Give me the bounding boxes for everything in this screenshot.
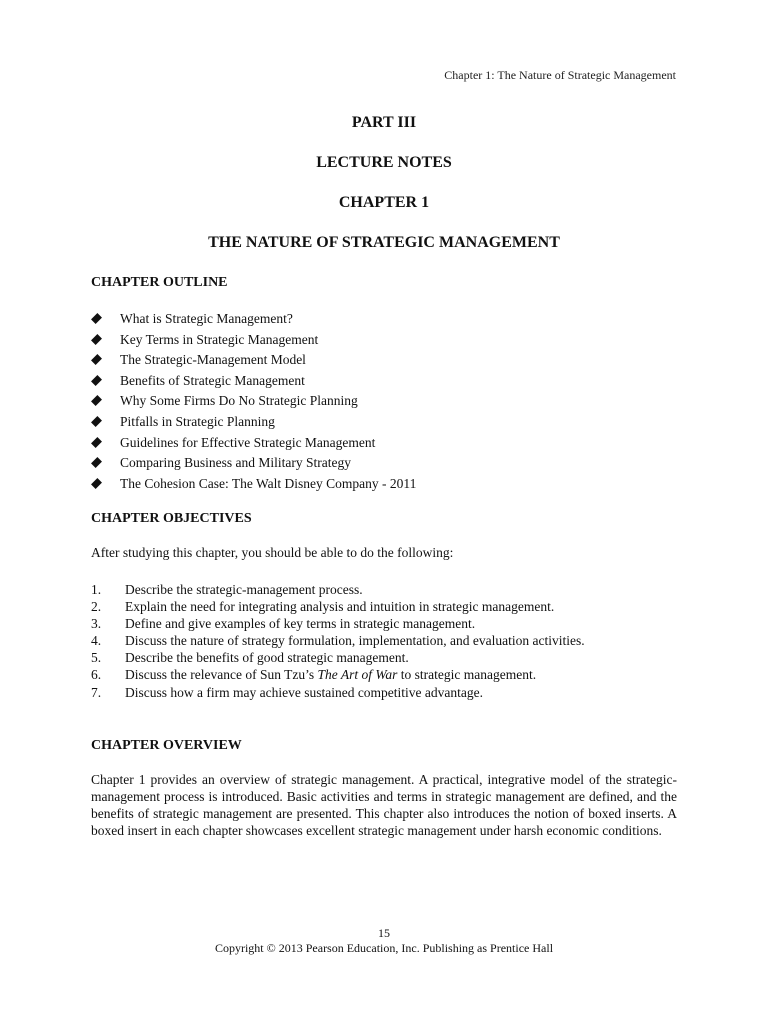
diamond-bullet-icon (91, 395, 102, 406)
diamond-bullet-icon (91, 375, 102, 386)
objectives-list (91, 581, 585, 701)
list-item: Pitfalls in Strategic Planning (91, 412, 416, 433)
list-item: 7. Discuss how a firm may achieve sustained competitive advantage. (91, 684, 484, 700)
running-header: Chapter 1: The Nature of Strategic Management (444, 68, 676, 82)
item-number: 6. (91, 667, 102, 683)
part-title: PART III (351, 114, 417, 131)
outline-heading: CHAPTER OUTLINE (91, 275, 228, 290)
overview-paragraph: Chapter 1 provides an overview of strategic management. A practical, integrative model of the strategic-management process is introduced. Basic activities and terms in strategic management are defined, and the benefits of strategic management are presented. This chapter also introduces the notion of boxed inserts. A boxed insert in each chapter showcases excellent strategic management under harsh economic conditions. (91, 772, 677, 838)
diamond-bullet-icon (91, 313, 102, 324)
list-item: Key Terms in Strategic Management (91, 330, 416, 351)
list-item: 4. Discuss the nature of strategy formulation, implementation, and evaluation activities. (91, 633, 585, 649)
copyright-line: Copyright © 2013 Pearson Education, Inc. Publishing as Prentice Hall (214, 941, 554, 955)
page-number: 15 (378, 926, 390, 940)
list-item: Guidelines for Effective Strategic Management (91, 433, 416, 454)
chapter-title: THE NATURE OF STRATEGIC MANAGEMENT (208, 234, 560, 251)
objectives-intro: After studying this chapter, you should be able to do the following: (91, 545, 454, 560)
diamond-bullet-icon (91, 354, 102, 365)
list-item: The Strategic-Management Model (91, 350, 416, 371)
list-item: 1. Describe the strategic-management process. (91, 582, 363, 597)
list-item: Comparing Business and Military Strategy (91, 453, 416, 474)
item-number: 3. (91, 616, 102, 632)
overview-heading: CHAPTER OVERVIEW (91, 738, 242, 753)
item-number: 2. (91, 599, 102, 615)
list-item: 3. Define and give examples of key terms in strategic management. (91, 616, 476, 632)
lecture-notes-title: LECTURE NOTES (316, 154, 452, 171)
item-number: 7. (91, 684, 102, 700)
outline-list (91, 309, 416, 494)
diamond-bullet-icon (91, 457, 102, 468)
item-number: 4. (91, 633, 102, 649)
list-item: 6. Discuss the relevance of Sun Tzu’s The Art of War to strategic management. (91, 667, 537, 683)
list-item: The Cohesion Case: The Walt Disney Company - 2011 (91, 474, 416, 495)
list-item: Benefits of Strategic Management (91, 371, 416, 392)
item-number: 5. (91, 650, 102, 666)
item-number: 1. (91, 582, 102, 597)
diamond-bullet-icon (91, 416, 102, 427)
list-item: 5. Describe the benefits of good strategic management. (91, 650, 409, 666)
list-item: 2. Explain the need for integrating analysis and intuition in strategic management. (91, 599, 555, 615)
objectives-heading: CHAPTER OBJECTIVES (91, 511, 252, 526)
list-item: What is Strategic Management? (91, 309, 416, 330)
list-item: Why Some Firms Do No Strategic Planning (91, 391, 416, 412)
diamond-bullet-icon (91, 437, 102, 448)
book-title: The Art of War (317, 667, 398, 683)
diamond-bullet-icon (91, 478, 102, 489)
chapter-number-title: CHAPTER 1 (338, 194, 430, 211)
diamond-bullet-icon (91, 334, 102, 345)
